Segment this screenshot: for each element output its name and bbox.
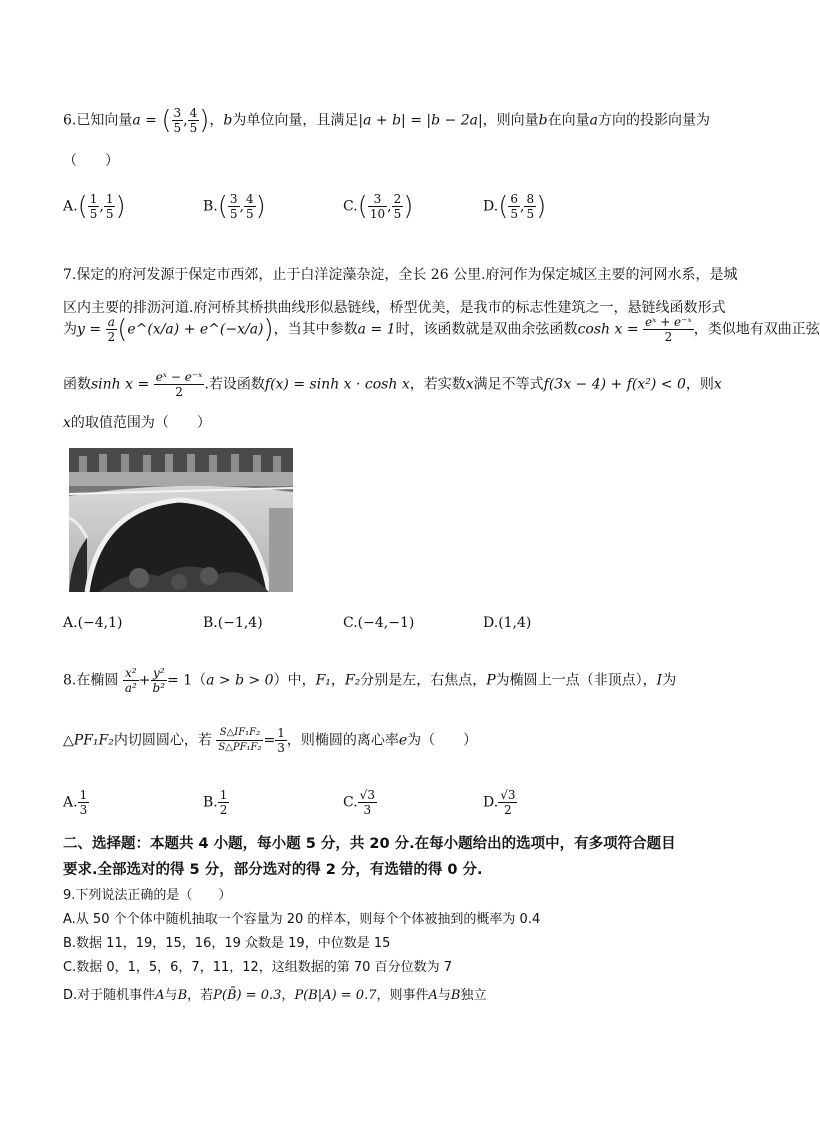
formula: cosh x = — [577, 321, 639, 338]
den: b² — [152, 681, 166, 695]
option-value: (1,4) — [498, 615, 532, 631]
formula: P — [486, 672, 496, 689]
q9-text: ，若 — [187, 988, 214, 1003]
q6-condition: |a + b| = |b − 2a| — [358, 112, 483, 129]
num: 1 — [79, 788, 88, 802]
formula: = 1 — [167, 672, 193, 689]
option-label: B. — [203, 794, 218, 811]
frac — [151, 666, 168, 695]
paren-left: ( — [161, 105, 172, 136]
num: 1 — [277, 726, 285, 740]
den: a² — [124, 681, 137, 695]
frac — [228, 192, 240, 221]
q7-line3 — [63, 315, 820, 344]
den: 3 — [79, 803, 88, 817]
option-label: A. — [63, 615, 78, 631]
num: 4 — [246, 192, 254, 206]
equals: = — [145, 112, 157, 129]
frac — [218, 788, 230, 817]
paren-right: ) — [536, 191, 547, 222]
frac — [188, 106, 200, 135]
den: 5 — [105, 207, 114, 221]
q7-text: 的取值范围为（ ） — [70, 415, 211, 431]
q7-option-b[interactable] — [203, 613, 263, 633]
frac — [216, 726, 263, 755]
q8-text: 为（ ） — [407, 732, 478, 749]
frac — [392, 192, 404, 221]
q9-text: D.对于随机事件 — [63, 988, 156, 1003]
frac — [154, 370, 205, 399]
q9-text: ，则事件 — [376, 988, 429, 1003]
num: √3 — [359, 788, 375, 802]
option-label: B. — [203, 615, 218, 631]
q8-text: （ — [192, 672, 207, 689]
formula: a > b > 0 — [206, 672, 274, 689]
formula: I — [656, 672, 663, 689]
formula: P(B̄) = 0.3 — [213, 988, 282, 1003]
q7-text: ，当其中参数 — [273, 321, 358, 338]
q7-line1: 7.保定的府河发源于保定市西郊，止于白洋淀藻杂淀，全长 26 公里.府河作为保定城区主要的河网水系，是城 — [63, 267, 738, 283]
den: 5 — [89, 207, 98, 221]
option-label: D. — [483, 198, 499, 215]
num: eˣ − e⁻ˣ — [155, 370, 203, 384]
frac — [104, 192, 116, 221]
frac — [88, 192, 100, 221]
den: 2 — [664, 330, 673, 344]
num: 1 — [89, 192, 98, 206]
formula: F₁ — [315, 672, 331, 689]
den: 5 — [526, 207, 535, 221]
q6-paren: （ ） — [63, 153, 119, 169]
q7-text: 时，该函数就是双曲余弦函数 — [395, 321, 578, 338]
frac — [643, 315, 694, 344]
num: eˣ + e⁻ˣ — [645, 315, 692, 329]
paren-right: ) — [255, 191, 266, 222]
formula: = — [263, 732, 276, 749]
formula: A — [155, 988, 165, 1003]
q8-line2 — [63, 726, 477, 755]
q8-line1: 8.在椭圆 $\frac{\text{x²}}{\text{a²}}$ + $\frac{\text{y²}}{\text{b²}}$ = 1（a > b > 0）中，F₁，F₂分别是左，右焦点，P为椭圆上一点（非顶点），I为 — [63, 666, 677, 695]
q6-option-c[interactable]: C.( $\frac{3}{10}$ , $\frac{2}{5}$ ) — [343, 191, 414, 222]
num: 1 — [219, 788, 228, 802]
q6-option-d[interactable]: D.( $\frac{6}{5}$ , $\frac{8}{5}$ ) — [483, 191, 547, 222]
frac — [106, 315, 118, 344]
den: 5 — [173, 121, 182, 135]
q7-line2: 区内主要的排沥河道.府河桥其桥拱曲线形似悬链线，桥型优美，是我市的标志性建筑之一，悬链线函数形式 — [63, 300, 726, 316]
frac — [368, 192, 387, 221]
option-label: D. — [483, 615, 499, 631]
formula: A — [428, 988, 438, 1003]
num: 3 — [229, 192, 238, 206]
paren-right: ) — [115, 191, 126, 222]
num: 1 — [105, 192, 114, 206]
q9-text: 与 — [164, 988, 178, 1003]
num: 8 — [526, 192, 535, 206]
frac — [498, 788, 517, 817]
formula: e^(x/a) + e^(−x/a) — [127, 321, 264, 338]
num: a — [106, 315, 118, 330]
bridge-photo — [69, 448, 293, 592]
num: 2 — [393, 192, 402, 206]
formula: a = 1 — [357, 321, 396, 338]
den: 2 — [219, 803, 228, 817]
q8-text: ）中， — [273, 672, 316, 689]
formula: e — [398, 732, 408, 749]
paren-left: ( — [357, 191, 368, 222]
q7-text: ，若实数 — [409, 376, 466, 393]
vector-a: a — [589, 112, 598, 129]
q8-text: △ — [63, 732, 74, 749]
q6-text: 6.已知向量 — [63, 112, 133, 129]
q7-text: .若设函数 — [204, 376, 265, 393]
q8-text: 8.在椭圆 — [63, 672, 119, 689]
frac — [123, 666, 139, 695]
option-label: D. — [483, 794, 499, 811]
vector-a: a — [132, 112, 141, 129]
q8-text: ，则椭圆的离心率 — [286, 732, 399, 749]
num: 3 — [368, 192, 387, 207]
q9-option-a: A.从 50 个个体中随机抽取一个容量为 20 的样本，则每个个体被抽到的概率为 0.4 — [63, 912, 541, 927]
frac — [244, 192, 256, 221]
num: √3 — [500, 788, 516, 802]
formula: x — [63, 415, 71, 431]
formula: PF₁F₂ — [73, 732, 114, 749]
paren-left: ( — [498, 191, 509, 222]
den: 2 — [504, 803, 512, 817]
formula: B — [450, 988, 461, 1003]
den: 5 — [246, 207, 254, 221]
vector-b: b — [223, 112, 233, 129]
q6-option-a[interactable]: A.( $\frac{1}{5}$ , $\frac{1}{5}$ ) — [63, 191, 126, 222]
q9-stem: 9.下列说法正确的是（ ） — [63, 888, 232, 903]
option-label: B. — [203, 198, 218, 215]
den: 5 — [510, 207, 518, 221]
option-label: C. — [343, 794, 358, 811]
frac — [358, 788, 377, 817]
q8-option-b[interactable] — [203, 788, 229, 817]
num: 4 — [189, 106, 198, 120]
q6-text: ，则向量 — [482, 112, 539, 129]
q7-text: ，则 — [685, 376, 714, 393]
vector-b: b — [538, 112, 548, 129]
q6-text: 在向量 — [547, 112, 590, 129]
formula: F₂ — [344, 672, 361, 689]
q9-text: 独立 — [460, 988, 487, 1003]
q8-text: 为椭圆上一点（非顶点）， — [495, 672, 657, 689]
den: 2 — [107, 330, 116, 344]
q7-line4 — [63, 370, 722, 399]
q9-text: ， — [281, 988, 295, 1003]
q7-option-d[interactable] — [483, 613, 531, 633]
q8-text: 内切圆圆心，若 — [113, 732, 212, 749]
num: y² — [151, 666, 168, 681]
q7-text: ，类似地有双曲正弦 — [693, 321, 820, 338]
q6-stem: 6.已知向量a = ( $\frac{3}{5}$ , $\frac{4}{5}$ )，b为单位向量，且满足|a + b| = |b − 2a|，则向量b在向量a方向的投影向量为 — [63, 105, 710, 136]
den: 2 — [175, 385, 183, 399]
option-label: A. — [63, 198, 78, 215]
q6-text: ， — [209, 112, 224, 129]
paren-right: ) — [403, 191, 414, 222]
q9-option-c: C.数据 0，1，5，6，7，11，12，这组数据的第 70 百分位数为 7 — [63, 960, 452, 975]
formula: x — [713, 376, 722, 393]
q8-option-c[interactable] — [343, 788, 377, 817]
q9-option-b: B.数据 11，19，15，16，19 众数是 19，中位数是 15 — [63, 936, 391, 951]
section2-line2: 要求.全部选对的得 5 分，部分选对的得 2 分，有选错的得 0 分. — [63, 862, 483, 878]
formula: y = — [77, 321, 102, 338]
q8-option-a[interactable] — [63, 788, 89, 817]
q7-option-c[interactable] — [343, 613, 414, 633]
option-label: C. — [343, 615, 358, 631]
num: x² — [123, 666, 139, 681]
formula: f(3x − 4) + f(x²) < 0 — [543, 376, 686, 393]
formula: f(x) = sinh x · cosh x — [264, 376, 410, 393]
paren-right: ) — [263, 314, 274, 345]
den: S△PF₁F₂ — [218, 742, 262, 753]
paren-left: ( — [217, 191, 228, 222]
num: 6 — [510, 192, 518, 206]
q8-text: 为 — [662, 672, 677, 689]
formula: B — [177, 988, 188, 1003]
frac — [508, 192, 520, 221]
section2-line1: 二、选择题：本题共 4 小题，每小题 5 分，共 20 分.在每小题给出的选项中，有多项符合题目 — [63, 836, 676, 852]
den: 10 — [369, 207, 386, 221]
option-value: (−4,−1) — [357, 615, 415, 631]
paren-left: ( — [117, 314, 128, 345]
den: 5 — [229, 207, 238, 221]
option-label: A. — [63, 794, 78, 811]
paren-right: ) — [199, 105, 210, 136]
q6-text: 为单位向量，且满足 — [232, 112, 359, 129]
frac — [78, 788, 90, 817]
den: 3 — [277, 741, 285, 755]
formula: P(B|A) = 0.7 — [294, 988, 377, 1003]
frac — [524, 192, 536, 221]
q7-text: 函数 — [63, 376, 91, 393]
frac — [172, 106, 184, 135]
q7-line5 — [63, 413, 211, 433]
option-value: (−4,1) — [77, 615, 123, 631]
den: 3 — [363, 803, 372, 817]
formula: x — [465, 376, 474, 393]
q6-text: 方向的投影向量为 — [598, 112, 710, 129]
den: 5 — [189, 121, 198, 135]
option-label: C. — [343, 198, 358, 215]
frac — [275, 726, 287, 755]
q7-option-a[interactable] — [63, 613, 122, 633]
q8-text: 分别是左，右焦点， — [360, 672, 487, 689]
paren-left: ( — [77, 191, 88, 222]
q8-option-d[interactable] — [483, 788, 517, 817]
q9-text: 与 — [437, 988, 451, 1003]
option-value: (−1,4) — [217, 615, 263, 631]
q6-option-b[interactable]: B.( $\frac{3}{5}$ , $\frac{4}{5}$ ) — [203, 191, 266, 222]
num: S△IF₁F₂ — [216, 726, 263, 741]
q8-text: ， — [330, 672, 345, 689]
formula: sinh x = — [91, 376, 150, 393]
den: 5 — [393, 207, 402, 221]
q7-text: 为 — [63, 321, 77, 338]
num: 3 — [173, 106, 182, 120]
q9-option-d — [63, 986, 486, 1006]
q7-text: 满足不等式 — [473, 376, 544, 393]
